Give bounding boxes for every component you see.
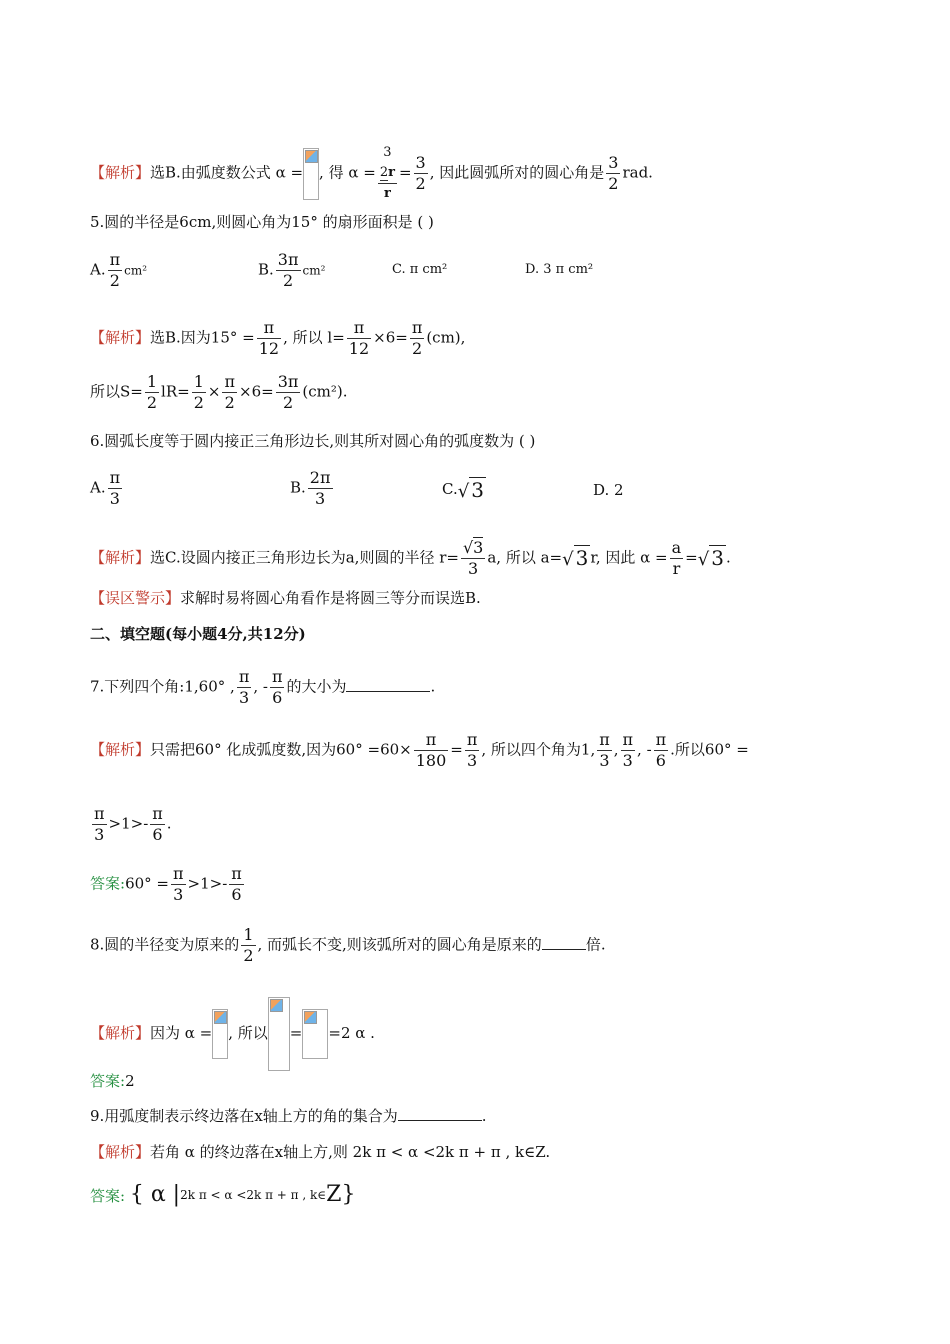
- solution-7-line-1: 【解析】只需把60° 化成弧度数,因为60° =60× $\frac{\pi}{180}$ = $\frac{\pi}{3}$ , 所以四个角为1, $\frac{\pi}{3}$ , $\frac{\pi}{3}$ , - $\frac{\pi}{6}$ .所以60° =: [90, 730, 749, 770]
- answer-9: 答案: { α $|^{2k \pi < \alpha <2k \pi + \pi , k\in}Z$}: [90, 1182, 356, 1207]
- answer-blank: [398, 1120, 482, 1121]
- fraction: $\frac{\pi}{3}$: [599, 730, 610, 770]
- fraction: $\frac{\pi}{2}$: [224, 372, 235, 412]
- option-d: D. 3 π cm²: [525, 262, 594, 277]
- fraction: $\frac{\pi}{180}$: [415, 730, 447, 770]
- solution-5-line-1: 【解析】选B.因为15° = $\frac{\pi}{12}$ , 所以 l= $\frac{\pi}{12}$ ×6= $\frac{\pi}{2}$ (cm),: [90, 318, 466, 358]
- solution-6: 【解析】选C.设圆内接正三角形边长为a,则圆的半径 r= $\frac{√3}{3}$ a, 所以 a=√ 3 r, 因此 α = $\frac{a}{r}$ =√ 3 .: [90, 538, 731, 578]
- formula-image-placeholder: [303, 148, 319, 200]
- answer-blank: [542, 949, 586, 950]
- option-b: B. $\frac{2\pi}{3}$: [290, 468, 331, 508]
- answer-7: 答案:60° = $\frac{\pi}{3}$ >1>- $\frac{\pi}{6}$: [90, 864, 242, 904]
- formula-image-placeholder: [302, 1009, 328, 1059]
- fraction: $\frac{\pi}{6}$: [231, 864, 242, 904]
- fraction: $\frac{3}{2}$: [415, 153, 426, 193]
- answer-8: 答案:2: [90, 1072, 135, 1090]
- formula-image-placeholder: [212, 1009, 228, 1059]
- fraction: $\frac{a}{r}$: [671, 538, 682, 578]
- option-a: A. $\frac{\pi}{2}$ cm²: [90, 250, 148, 290]
- solution-tag: 【解析】: [90, 163, 151, 182]
- fraction: $\frac{\pi}{3}$: [466, 730, 478, 770]
- fraction: $\frac{\pi}{6}$: [655, 730, 667, 770]
- fraction: $\frac{\pi}{3}$: [173, 864, 184, 904]
- sqrt: √ 3: [697, 545, 724, 570]
- formula-image-placeholder: [268, 997, 290, 1071]
- fraction: $\frac{\pi}{3}$: [94, 804, 105, 844]
- question-9: 9.用弧度制表示终边落在x轴上方的角的集合为 .: [90, 1107, 487, 1125]
- broken-image-icon: [214, 1011, 227, 1024]
- option-b: B. $\frac{3\pi}{2}$ cm²: [258, 250, 326, 290]
- section-heading: 二、填空题(每小题4分,共12分): [90, 625, 306, 643]
- fraction: $\frac{1}{2}$: [193, 372, 204, 412]
- solution-5-line-2: 所以S= $\frac{1}{2}$ lR= $\frac{1}{2}$ × $\frac{\pi}{2}$ ×6= $\frac{3\pi}{2}$ (cm²).: [90, 372, 348, 412]
- fraction: $\frac{1}{2}$: [146, 372, 158, 412]
- pitfall-note: 【误区警示】求解时易将圆心角看作是将圆三等分而误选B.: [90, 589, 481, 607]
- fraction: $\frac{\pi}{6}$: [271, 667, 283, 707]
- sqrt: √ 3: [457, 478, 484, 502]
- question-8: 8.圆的半径变为原来的 $\frac{1}{2}$ , 而弧长不变,则该弧所对的圆心角是原来的 倍.: [90, 925, 606, 965]
- solution-8: 【解析】因为 α = , 所以 = =2 α .: [90, 997, 375, 1057]
- fraction: $\frac{√3}{3}$: [462, 538, 484, 578]
- option-c: C.√ 3: [442, 478, 484, 502]
- solution-4: 【解析】选B.由弧度数公式 α = , 得 α = 3 2r r = $\frac{3}{2}$ , 因此圆弧所对的圆心角是 $\frac{3}{2}$ rad.: [90, 143, 653, 204]
- fraction: $\frac{\pi}{3}$: [622, 730, 634, 770]
- solution-9: 【解析】若角 α 的终边落在x轴上方,则 2k π < α <2k π + π , k∈Z.: [90, 1143, 551, 1161]
- fraction: $\frac{\pi}{2}$: [109, 250, 121, 290]
- broken-image-icon: [304, 1011, 317, 1024]
- fraction: $\frac{\pi}{2}$: [411, 318, 423, 358]
- broken-image-icon: [270, 999, 283, 1012]
- broken-image-icon: [305, 150, 318, 163]
- fraction: $\frac{3\pi}{2}$: [277, 372, 299, 412]
- question-7: 7.下列四个角:1,60° , $\frac{\pi}{3}$ , - $\frac{\pi}{6}$ 的大小为 .: [90, 667, 436, 707]
- fraction: $\frac{2\pi}{3}$: [309, 468, 331, 508]
- solution-7-line-2: $\frac{\pi}{3}$ >1>- $\frac{\pi}{6}$ .: [94, 804, 172, 844]
- fraction: 3 2r r: [378, 143, 397, 204]
- option-c: C. π cm²: [392, 262, 448, 277]
- fraction: $\frac{\pi}{3}$: [109, 468, 121, 508]
- option-a: A. $\frac{\pi}{3}$: [90, 468, 121, 508]
- question-6: 6.圆弧长度等于圆内接正三角形边长,则其所对圆心角的弧度数为 ( ): [90, 432, 536, 450]
- fraction: $\frac{\pi}{12}$: [348, 318, 370, 358]
- sqrt: √ 3: [562, 545, 589, 570]
- fraction: $\frac{\pi}{6}$: [152, 804, 163, 844]
- fraction: $\frac{\pi}{3}$: [238, 667, 250, 707]
- question-5: 5.圆的半径是6cm,则圆心角为15° 的扇形面积是 ( ): [90, 213, 434, 231]
- fraction: $\frac{\pi}{12}$: [258, 318, 280, 358]
- fraction: $\frac{3\pi}{2}$: [277, 250, 299, 290]
- fraction: $\frac{3}{2}$: [608, 153, 619, 193]
- option-d: D. 2: [593, 481, 624, 499]
- answer-blank: [346, 691, 430, 692]
- fraction: $\frac{1}{2}$: [243, 925, 254, 965]
